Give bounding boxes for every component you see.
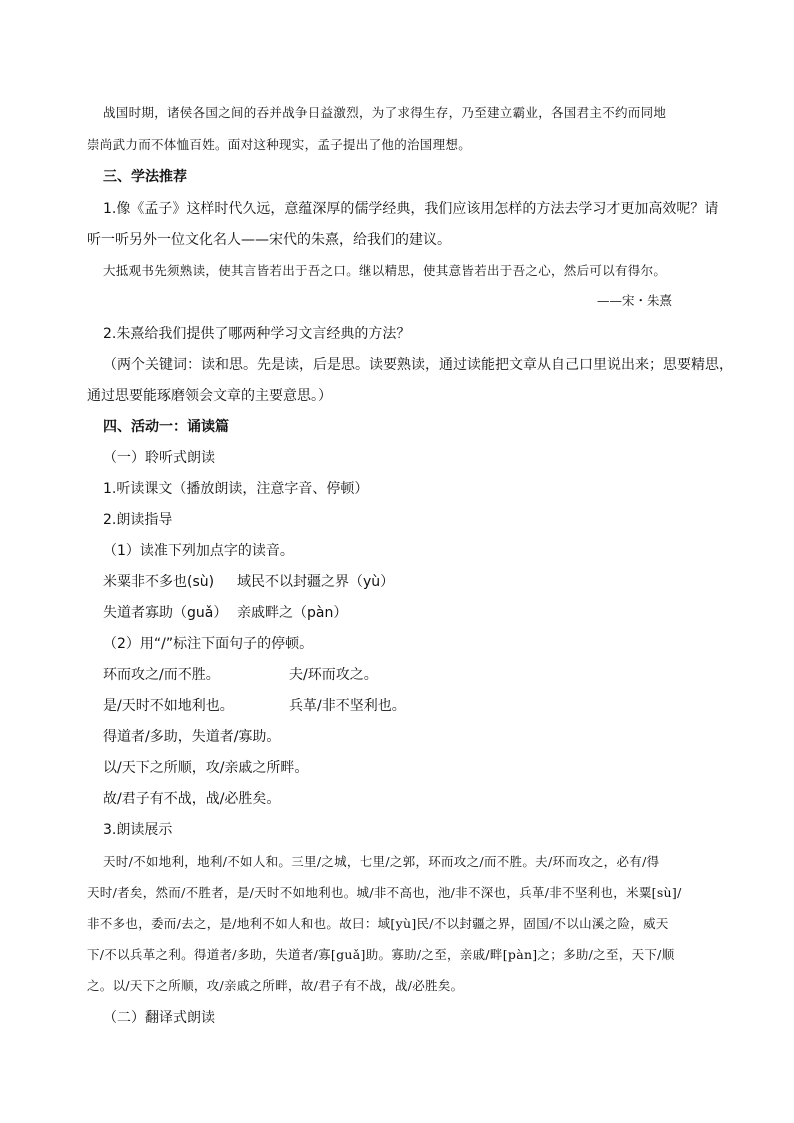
item-reading-display: 3.朗读展示 — [103, 822, 173, 838]
pause-sentence: 是/天时不如地利也。 — [103, 698, 234, 714]
intro-line-1: 战国时期，诸侯各国之间的吞并战争日益激烈，为了求得生存，乃至建立霸业，各国君主不约而同地 — [103, 105, 667, 120]
answer-2-line-2: 通过思要能琢磨领会文章的主要意思。） — [87, 388, 332, 404]
pronunciation-item: 亲戚畔之（pàn） — [237, 605, 348, 621]
pronunciation-item: 域民不以封疆之界（yù） — [237, 574, 395, 590]
pronunciation-instruction: （1）读准下列加点字的读音。 — [103, 543, 294, 559]
pause-instruction: （2）用“/”标注下面句子的停顿。 — [103, 636, 314, 652]
display-text-line: 非不多也，委而/去之，是/地利不如人和也。故曰：域[yù]民/不以封疆之界，固国/不以山溪之险，威天 — [87, 916, 669, 931]
question-1-line-2: 听一听另外一位文化名人——宋代的朱熹，给我们的建议。 — [87, 232, 451, 248]
item-reading-guide: 2.朗读指导 — [103, 512, 173, 528]
pause-sentence: 环而攻之/而不胜。 — [103, 667, 220, 683]
section-4-heading: 四、活动一：诵读篇 — [103, 419, 229, 435]
zhuxi-quote: 大抵观书先须熟读，使其言皆若出于吾之口。继以精思，使其意皆若出于吾之心，然后可以有得尔。 — [103, 263, 667, 278]
display-text-line: 天时/不如地利，地利/不如人和。三里/之城，七里/之郭，环而攻之/而不胜。夫/环而攻之，必有/得 — [103, 854, 660, 869]
intro-line-2: 崇尚武力而不体恤百姓。面对这种现实，孟子提出了他的治国理想。 — [87, 137, 472, 152]
pause-sentence: 夫/环而攻之。 — [289, 667, 378, 683]
pause-sentence: 故/君子有不战，战/必胜矣。 — [103, 791, 281, 807]
display-text-line: 下/不以兵革之利。得道者/多助，失道者/寡[guǎ]助。寡助/之至，亲戚/畔[pàn]之；多助/之至，天下/顺 — [87, 947, 675, 962]
display-text-line: 天时/者矣，然而/不胜者，是/天时不如地利也。城/非不高也，池/非不深也，兵革/非不坚利也，米粟[sù]/ — [87, 885, 682, 900]
pause-sentence: 以/天下之所顺，攻/亲戚之所畔。 — [103, 760, 309, 776]
pronunciation-item: 米粟非不多也(sù) — [103, 574, 215, 590]
section-3-heading: 三、学法推荐 — [103, 169, 187, 185]
quote-source: ——宋・朱熹 — [597, 293, 673, 308]
pause-sentence: 兵革/非不坚利也。 — [289, 698, 406, 714]
pronunciation-item: 失道者寡助（guǎ） — [103, 605, 228, 621]
display-text-line: 之。以/天下之所顺，攻/亲戚之所畔，故/君子有不战，战/必胜矣。 — [87, 978, 464, 993]
subsection-translation: （二）翻译式朗读 — [103, 1010, 215, 1026]
pause-sentence: 得道者/多助，失道者/寡助。 — [103, 729, 281, 745]
question-2: 2.朱熹给我们提供了哪两种学习文言经典的方法？ — [103, 326, 411, 342]
subsection-listening: （一）聆听式朗读 — [103, 450, 215, 466]
question-1-line-1: 1.像《孟子》这样时代久远，意蕴深厚的儒学经典，我们应该用怎样的方法去学习才更加高效呢？请 — [103, 201, 719, 217]
answer-2-line-1: （两个关键词：读和思。先是读，后是思。读要熟读，通过读能把文章从自己口里说出来；思要精思， — [103, 357, 733, 373]
item-listen-text: 1.听读课文（播放朗读，注意字音、停顿） — [103, 481, 369, 497]
